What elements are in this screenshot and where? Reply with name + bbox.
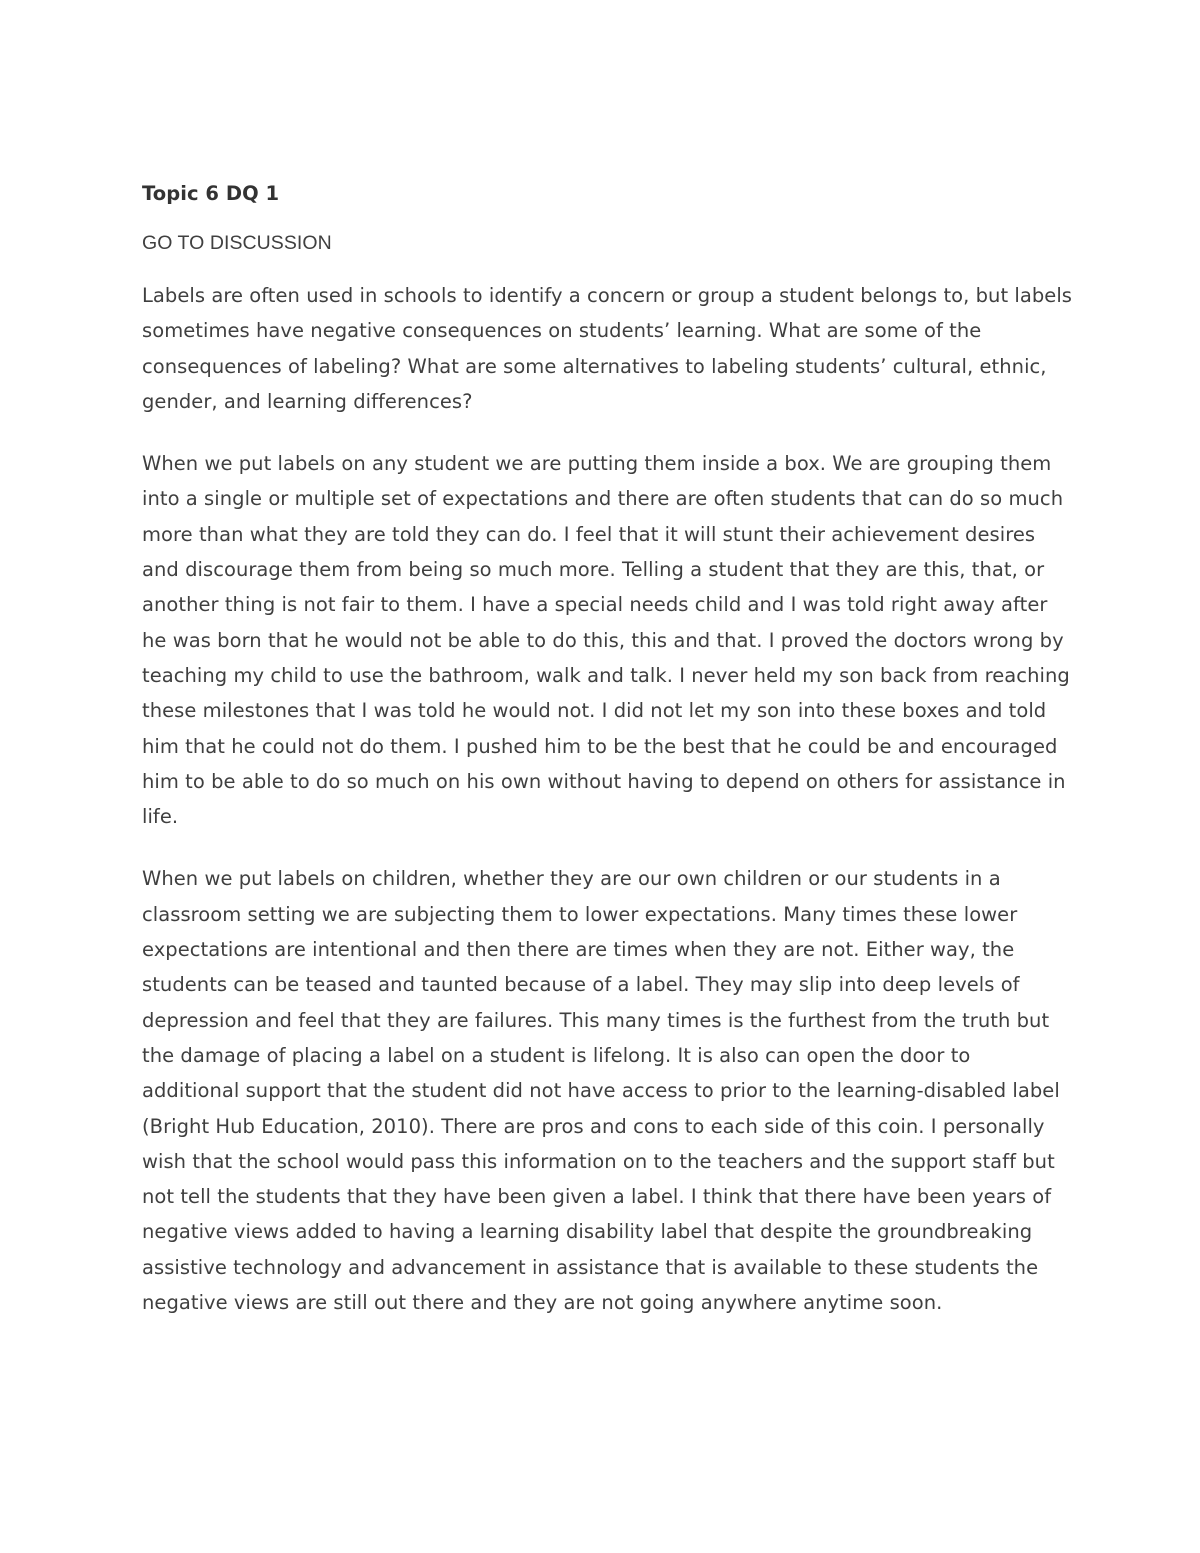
response-paragraph-1: When we put labels on any student we are putting them inside a box. We are grouping them into a single or multiple set of expectations and there are often students that can do so much more than what they are told they can do. I feel that it will stunt their achievement desires and discourage them from being so much more. Telling a student that they are this, that, or another thing is not fair to them. I have a special needs child and I was told right away after he was born that he would not be able to do this, this and that. I proved the doctors wrong by teaching my child to use the bathroom, walk and talk. I never held my son back from reaching these milestones that I was told he would not. I did not let my son into these boxes and told him that he could not do them. I pushed him to be the best that he could be and encouraged him to be able to do so much on his own without having to depend on others for assistance in life. xyxy=(142,452,1070,829)
prompt-paragraph: Labels are often used in schools to identify a concern or group a student belongs to, but labels sometimes have negative consequences on students’ learning. What are some of the consequences of labeling? What are some alternatives to labeling students’ cultural, ethnic, gender, and learning differences? xyxy=(142,284,1073,413)
document-body xyxy=(142,176,1072,1347)
document-title: Topic 6 DQ 1 xyxy=(142,182,280,205)
response-paragraph-2: When we put labels on children, whether they are our own children or our students in a classroom setting we are subjecting them to lower expectations. Many times these lower expectations are intentional and then there are times when they are not. Either way, the students can be teased and taunted because of a label. They may slip into deep levels of depression and feel that they are failures. This many times is the furthest from the truth but the damage of placing a label on a student is lifelong. It is also can open the door to additional support that the student did not have access to prior to the learning-disabled label (Bright Hub Education, 2010). There are pros and cons to each side of this coin. I personally wish that the school would pass this information on to the teachers and the support staff but not tell the students that they have been given a label. I think that there have been years of negative views added to having a learning disability label that despite the groundbreaking assistive technology and advancement in assistance that is available to these students the negative views are still out there and they are not going anywhere anytime soon. xyxy=(142,867,1060,1315)
discussion-link[interactable]: GO TO DISCUSSION xyxy=(142,232,332,254)
